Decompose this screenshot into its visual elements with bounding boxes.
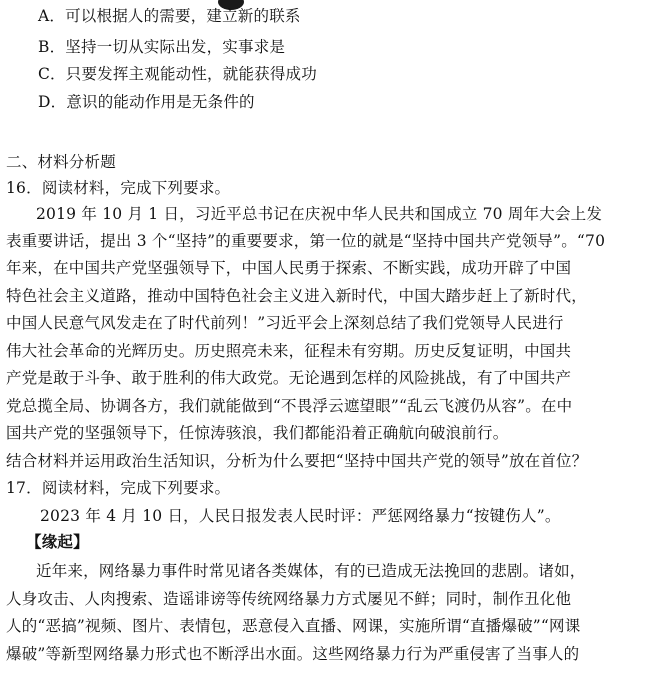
q16-line-4: 特色社会主义道路，推动中国特色社会主义进入新时代，中国大踏步赶上了新时代， [6, 287, 587, 305]
q16-line-2: 表重要讲话，提出 3 个“坚持”的重要要求，第一位的就是“坚持中国共产党领导”。“70 [6, 232, 606, 250]
q16-question: 结合材料并运用政治生活知识，分析为什么要把“坚持中国共产党的领导”放在首位？ [6, 452, 588, 470]
q17-line-4: 爆破”等新型网络暴力形式也不断浮出水面。这些网络暴力行为严重侵害了当事人的 [6, 645, 580, 663]
q16-line-8: 党总揽全局、协调各方，我们就能做到“不畏浮云遮望眼”“乱云飞渡仍从容”。在中 [6, 397, 573, 415]
q17-title: 17．阅读材料，完成下列要求。 [6, 479, 231, 497]
q16-line-5: 中国人民意气风发走在了时代前列！”习近平会上深刻总结了我们党领导人民进行 [6, 314, 564, 332]
option-a: A．可以根据人的需要，建立新的联系 [38, 7, 301, 25]
q16-line-1: 2019 年 10 月 1 日，习近平总书记在庆祝中华人民共和国成立 70 周年大会上发 [36, 205, 603, 223]
option-d: D．意识的能动作用是无条件的 [38, 93, 255, 111]
q17-line-3: 人的“恶搞”视频、图片、表情包，恶意侵入直播、网课，实施所谓“直播爆破”“网课 [6, 617, 581, 635]
q16-line-7: 产党是敢于斗争、敢于胜利的伟大政党。无论遇到怎样的风险挑战，有了中国共产 [6, 369, 572, 387]
q17-heading: 【缘起】 [26, 532, 89, 551]
q16-line-3: 年来，在中国共产党坚强领导下，中国人民勇于探索、不断实践，成功开辟了中国 [6, 259, 572, 277]
q16-line-9: 国共产党的坚强领导下，任惊涛骇浪，我们都能沿着正确航向破浪前行。 [6, 424, 509, 442]
q16-title: 16．阅读材料，完成下列要求。 [6, 179, 231, 197]
section-title: 二、材料分析题 [6, 153, 116, 171]
q17-intro: 2023 年 4 月 10 日，人民日报发表人民时评：严惩网络暴力“按键伤人”。 [40, 507, 561, 525]
option-c: C．只要发挥主观能动性，就能获得成功 [38, 65, 317, 83]
q17-line-1: 近年来，网络暴力事件时常见诸各类媒体，有的已造成无法挽回的悲剧。诸如， [36, 562, 586, 580]
option-b: B．坚持一切从实际出发，实事求是 [38, 38, 286, 56]
q16-line-6: 伟大社会革命的光辉历史。历史照亮未来，征程未有穷期。历史反复证明，中国共 [6, 342, 572, 360]
q17-line-2: 人身攻击、人肉搜索、造谣诽谤等传统网络暴力方式屡见不鲜；同时，制作丑化他 [6, 590, 572, 608]
